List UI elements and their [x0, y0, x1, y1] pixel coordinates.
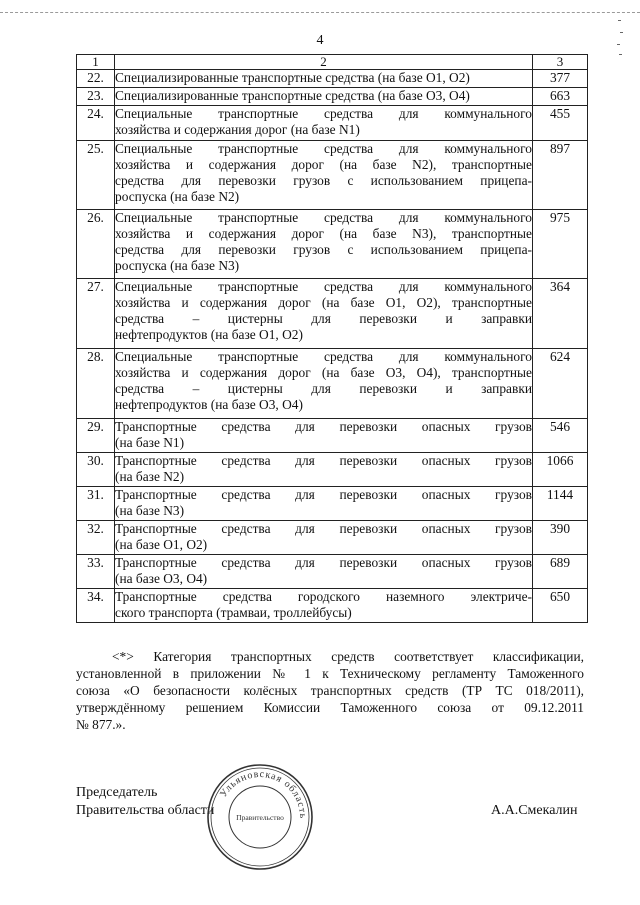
vehicle-category-line: роспуска (на базе N3) [115, 258, 240, 273]
footnote-line: № 877.». [76, 717, 126, 732]
vehicle-category [115, 141, 533, 210]
row-number: 23. [77, 88, 115, 106]
rate-value: 663 [533, 88, 588, 106]
vehicle-category [115, 419, 533, 453]
table-row [77, 279, 588, 349]
table-row [77, 453, 588, 487]
vehicle-category-line: (на базе N1) [115, 435, 185, 450]
vehicle-category [115, 210, 533, 279]
vehicle-category-line: нефтепродуктов (на базе O3, O4) [115, 397, 303, 412]
table-row [77, 349, 588, 419]
vehicle-category [115, 349, 533, 419]
row-number: 31. [77, 487, 115, 521]
footnote-line: <*> Категория транспортных средств соответствует классификации, [112, 649, 584, 664]
rate-value: 455 [533, 106, 588, 141]
vehicle-category-line: Специальные транспортные средства для коммунального [115, 141, 532, 156]
footnote-line: союза «О безопасности колёсных транспортных средств (ТР ТС 018/2011), [76, 683, 584, 698]
rate-value: 650 [533, 589, 588, 623]
signatory-role-line-2: Правительства области [76, 803, 215, 818]
vehicle-category-line: средства для перевозки грузов с использованием прицепа- [115, 242, 532, 257]
vehicle-category-line: (на базе N3) [115, 503, 185, 518]
header-col-2: 2 [115, 55, 533, 70]
row-number: 22. [77, 70, 115, 88]
vehicle-category [115, 279, 533, 349]
footnote [76, 648, 584, 733]
rate-value: 624 [533, 349, 588, 419]
table-row [77, 487, 588, 521]
vehicle-category-line: Специальные транспортные средства для коммунального [115, 279, 532, 294]
vehicle-category [115, 106, 533, 141]
vehicle-category [115, 453, 533, 487]
vehicle-category-line: хозяйства и содержания дорог (на базе O3, O4), транспортные [115, 365, 532, 380]
vehicle-category-line: хозяйства и содержания дорог (на базе N2), транспортные [115, 157, 532, 172]
header-col-3: 3 [533, 55, 588, 70]
rate-value: 897 [533, 141, 588, 210]
vehicle-category [115, 487, 533, 521]
vehicle-category-line: Транспортные средства для перевозки опасных грузов [115, 453, 532, 468]
row-number: 28. [77, 349, 115, 419]
vehicle-category-line: Специализированные транспортные средства (на базе O1, O2) [115, 70, 470, 85]
footnote-line: утверждённому решением Комиссии Таможенного союза от 09.12.2011 [76, 700, 584, 715]
table-row [77, 106, 588, 141]
signatory-name: А.А.Смекалин [491, 803, 578, 818]
vehicle-category [115, 70, 533, 88]
signatory-role-line-1: Председатель [76, 785, 158, 800]
rate-value: 364 [533, 279, 588, 349]
vehicle-category-line: средства – цистерны для перевозки и заправки [115, 381, 532, 396]
vehicle-category-line: средства для перевозки грузов с использованием прицепа- [115, 173, 532, 188]
footnote-line: установленной в приложении № 1 к Техническому регламенту Таможенного [76, 666, 584, 681]
rate-value: 1144 [533, 487, 588, 521]
table-row [77, 70, 588, 88]
vehicle-category [115, 88, 533, 106]
table-row [77, 210, 588, 279]
rate-value: 546 [533, 419, 588, 453]
vehicle-category-line: хозяйства и содержания дорог (на базе N1) [115, 122, 360, 137]
vehicle-category-line: Специальные транспортные средства для коммунального [115, 349, 532, 364]
vehicle-category-line: средства – цистерны для перевозки и заправки [115, 311, 532, 326]
rate-value: 975 [533, 210, 588, 279]
table-row [77, 88, 588, 106]
vehicle-category-line: Транспортные средства городского наземного электриче- [115, 589, 532, 604]
row-number: 30. [77, 453, 115, 487]
page-number: 4 [316, 33, 324, 48]
vehicle-category-line: Транспортные средства для перевозки опасных грузов [115, 419, 532, 434]
row-number: 25. [77, 141, 115, 210]
vehicle-category-line: Специальные транспортные средства для коммунального [115, 106, 532, 121]
vehicle-category-line: (на базе O3, O4) [115, 571, 208, 586]
svg-text:Правительство: Правительство [236, 813, 284, 822]
table-row [77, 589, 588, 623]
row-number: 26. [77, 210, 115, 279]
row-number: 29. [77, 419, 115, 453]
vehicle-category-line: (на базе O1, O2) [115, 537, 208, 552]
vehicle-category [115, 521, 533, 555]
row-number: 27. [77, 279, 115, 349]
row-number: 33. [77, 555, 115, 589]
rate-value: 390 [533, 521, 588, 555]
rate-value: 1066 [533, 453, 588, 487]
vehicle-category-line: Транспортные средства для перевозки опасных грузов [115, 487, 532, 502]
row-number: 34. [77, 589, 115, 623]
header-col-1: 1 [77, 55, 115, 70]
signatory-role [76, 784, 214, 820]
page-top-edge [0, 12, 640, 13]
vehicle-category-line: Транспортные средства для перевозки опасных грузов [115, 521, 532, 536]
rate-value: 689 [533, 555, 588, 589]
vehicle-category-line: хозяйства и содержания дорог (на базе O1, O2), транспортные [115, 295, 532, 310]
table-row [77, 141, 588, 210]
table-header-row [77, 55, 588, 70]
vehicle-category-line: ского транспорта (трамваи, троллейбусы) [115, 605, 352, 620]
vehicle-category-line: Специальные транспортные средства для коммунального [115, 210, 532, 225]
tariff-table [76, 54, 588, 623]
vehicle-category-line: хозяйства и содержания дорог (на базе N3), транспортные [115, 226, 532, 241]
vehicle-category-line: Транспортные средства для перевозки опасных грузов [115, 555, 532, 570]
rate-value: 377 [533, 70, 588, 88]
vehicle-category [115, 589, 533, 623]
row-number: 32. [77, 521, 115, 555]
vehicle-category-line: (на базе N2) [115, 469, 185, 484]
row-number: 24. [77, 106, 115, 141]
svg-text:Ульяновская область: Ульяновская область [218, 768, 309, 820]
table-row [77, 555, 588, 589]
vehicle-category [115, 555, 533, 589]
table-row [77, 521, 588, 555]
vehicle-category-line: Специализированные транспортные средства (на базе O3, O4) [115, 88, 470, 103]
official-seal-stamp [205, 762, 315, 872]
vehicle-category-line: роспуска (на базе N2) [115, 189, 240, 204]
vehicle-category-line: нефтепродуктов (на базе O1, O2) [115, 327, 303, 342]
table-row [77, 419, 588, 453]
